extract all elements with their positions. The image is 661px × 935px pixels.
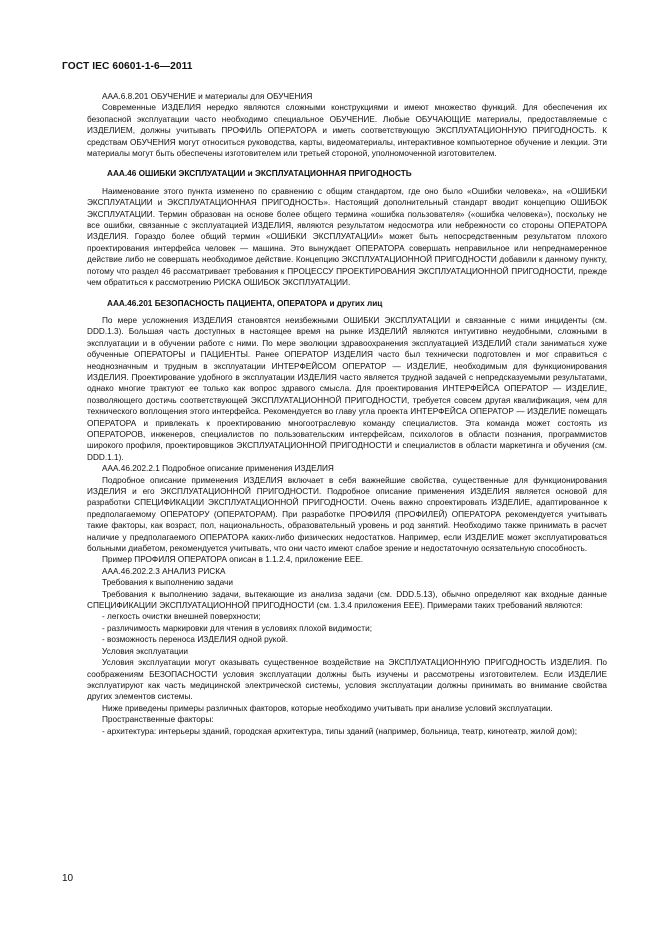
- paragraph: Пример ПРОФИЛЯ ОПЕРАТОРА описан в 1.1.2.4, приложение ЕЕЕ.: [102, 555, 364, 565]
- paragraph: Наименование этого пункта изменено по сравнению с общим стандартом, где оно было «Ошибки человека», на «ОШИБКИ ЭКСПЛУАТАЦИИ и ЭКСПЛУАТАЦИОННАЯ ПРИГОДНОСТЬ». Настоящий дополнительный стандарт вводит концепцию ОШИБОК ЭКСПЛУАТАЦИИ. Термин образован на основе более общего термина «ошибка пользователя» («ошибка человека»), поскольку не все ошибки, связанные с эксплуатацией ИЗДЕЛИЯ, являются результатом недосмотра или небрежности со стороны ОПЕРАТОРА ИЗДЕЛИЯ. Гораздо более общий термин «ОШИБКИ ЭКСПЛУАТАЦИИ» может быть непосредственным результатом плохого проектирования интерфейса человек — машина. Это вынуждает ОПЕРАТОРА совершать неправильное или непреднамеренное действие либо не совершать необходимое действие. Концепцию ЭКСПЛУАТАЦИОННОЙ ПРИГОДНОСТИ добавили к данному пункту, потому что раздел 46 рассматривает требования к ПРОЦЕССУ ПРОЕКТИРОВАНИЯ ЭКСПЛУАТАЦИОННОЙ ПРИГОДНОСТИ, прежде чем обратиться к рассмотрению РИСКА ОШИБОК ЭКСПЛУАТАЦИИ.: [87, 186, 607, 288]
- document-header: ГОСТ IEC 60601-1-6—2011: [62, 61, 193, 72]
- page-number: 10: [62, 873, 74, 884]
- list-item: - различимость маркировки для чтения в условиях плохой видимости;: [102, 623, 372, 633]
- subsection-title: ААА.46.202.2.3 АНАЛИЗ РИСКА: [102, 566, 226, 576]
- subsection-title: Условия эксплуатации: [102, 646, 189, 656]
- subsection-title: ААА.46.202.2.1 Подробное описание применения ИЗДЕЛИЯ: [102, 464, 334, 474]
- paragraph: По мере усложнения ИЗДЕЛИЯ становятся неизбежными ОШИБКИ ЭКСПЛУАТАЦИИ и связанные с ними инциденты (см. DDD.1.3). Большая часть доступных в настоящее время на рынке ИЗДЕЛИЙ являются интуитивно неудобными, сложными в эксплуатации и в обучении работе с ними. По мере эволюции здравоохранения эксплуатацией ИЗДЕЛИЙ стали заниматься хуже обученные ОПЕРАТОРЫ и ПАЦИЕНТЫ. Ранее ОПЕРАТОР ИЗДЕЛИЯ часто был технически подготовлен и мог справиться с неоднозначным и трудным в эксплуатации ИНТЕРФЕЙСОМ ОПЕРАТОР — ИЗДЕЛИЕ, необходимым для функционирования ИЗДЕЛИЯ. Проектирование удобного в эксплуатации ИЗДЕЛИЯ часто является трудной задачей с непредсказуемыми результатами, однако многие трактуют ее только как вопрос здравого смысла. Для проектирования ИНТЕРФЕЙСА ОПЕРАТОР — ИЗДЕЛИЕ, позволяющего достичь соответствующей ЭКСПЛУАТАЦИОННОЙ ПРИГОДНОСТИ, требуется совсем другая квалификация, чем для технического воплощения этого интерфейса. Рекомендуется во главу угла проекта ИНТЕРФЕЙСА ОПЕРАТОР — ИЗДЕЛИЕ помещать ОПЕРАТОРА и привлекать к проектированию многоотраслевую команду специалистов. Эта команда может состоять из ОПЕРАТОРОВ, инженеров, специалистов по пользовательским интерфейсам, психологов в области познания, программистов широкого профиля, проектировщиков ЭКСПЛУАТАЦИОННОЙ ПРИГОДНОСТИ и специалистов в области маркетинга и обучения (см. DDD.1.1).: [87, 315, 607, 462]
- subsection-title: Требования к выполнению задачи: [102, 578, 233, 588]
- subsection-title: Пространственные факторы:: [102, 715, 214, 725]
- paragraph: Условия эксплуатации могут оказывать существенное воздействие на ЭКСПЛУАТАЦИОННУЮ ПРИГОДНОСТЬ ИЗДЕЛИЯ. По соображениям БЕЗОПАСНОСТИ условия эксплуатации должны быть изучены и рассмотрены изготовителем. Если ИЗДЕЛИЕ эксплуатируют как часть медицинской электрической системы, условия эксплуатации должны принимать во внимание свойства других элементов системы.: [87, 658, 607, 702]
- section-heading: ААА.46 ОШИБКИ ЭКСПЛУАТАЦИИ и ЭКСПЛУАТАЦИОННАЯ ПРИГОДНОСТЬ: [107, 169, 412, 179]
- list-item: - легкость очистки внешней поверхности;: [102, 612, 261, 622]
- list-item: - архитектура: интерьеры зданий, городская архитектура, типы зданий (например, больница, театр, кинотеатр, жилой дом);: [102, 726, 578, 736]
- paragraph: Требования к выполнению задачи, вытекающие из анализа задачи (см. DDD.5.13), обычно определяют как входные данные СПЕЦИФИКАЦИИ ЭКСПЛУАТАЦИОННОЙ ПРИГОДНОСТИ (см. 1.3.4 приложения ЕЕЕ). Примерами таких требований являются:: [87, 589, 607, 611]
- section-heading: ААА.46.201 БЕЗОПАСНОСТЬ ПАЦИЕНТА, ОПЕРАТОРА и других лиц: [107, 298, 383, 308]
- paragraph: Ниже приведены примеры различных факторов, которые необходимо учитывать при анализе условий эксплуатации.: [102, 703, 553, 713]
- subsection-title: ААА.6.8.201 ОБУЧЕНИЕ и материалы для ОБУЧЕНИЯ: [102, 92, 313, 101]
- list-item: - возможность переноса ИЗДЕЛИЯ одной рукой.: [102, 635, 288, 645]
- paragraph: Подробное описание применения ИЗДЕЛИЯ включает в себя важнейшие свойства, существенные для функционирования ИЗДЕЛИЯ и его ЭКСПЛУАТАЦИОННОЙ ПРИГОДНОСТИ. Подробное описание применения ИЗДЕЛИЯ является основой для разработки СПЕЦИФИКАЦИИ ЭКСПЛУАТАЦИОННОЙ ПРИГОДНОСТИ. Очень важно спроектировать ИЗДЕЛИЕ, адаптированное к предполагаемому ОПЕРАТОРУ (ОПЕРАТОРАМ). При разработке ПРОФИЛЯ (ПРОФИЛЕЙ) ОПЕРАТОРА рекомендуется учитывать такие факторы, как возраст, пол, национальность, образовательный уровень и род занятий. Необходимо также принимать в расчет наличие у предполагаемого ОПЕРАТОРА каких-либо физических недостатков. Например, если ИЗДЕЛИЕ может эксплуатироваться больными диабетом, рекомендуется учитывать, что они часто имеют слабое зрение и недостаточную осязательную способность.: [87, 475, 607, 554]
- paragraph: Современные ИЗДЕЛИЯ нередко являются сложными конструкциями и имеют множество функций. Для обеспечения их безопасной эксплуатации часто необходимо специальное ОБУЧЕНИЕ. Любые ОБУЧАЮЩИЕ материалы, предоставляемые с ИЗДЕЛИЕМ, должны учитывать ПРОФИЛЬ ОПЕРАТОРА и иметь соответствующую ЭКСПЛУАТАЦИОННУЮ ПРИГОДНОСТЬ. К средствам ОБУЧЕНИЯ могут относиться руководства, карты, видеоматериалы, интерактивное компьютерное обучение и лекции. Эти материалы могут быть обеспечены изготовителем или третьей стороной, уполномоченной изготовителем.: [87, 103, 607, 159]
- document-body: [87, 91, 607, 737]
